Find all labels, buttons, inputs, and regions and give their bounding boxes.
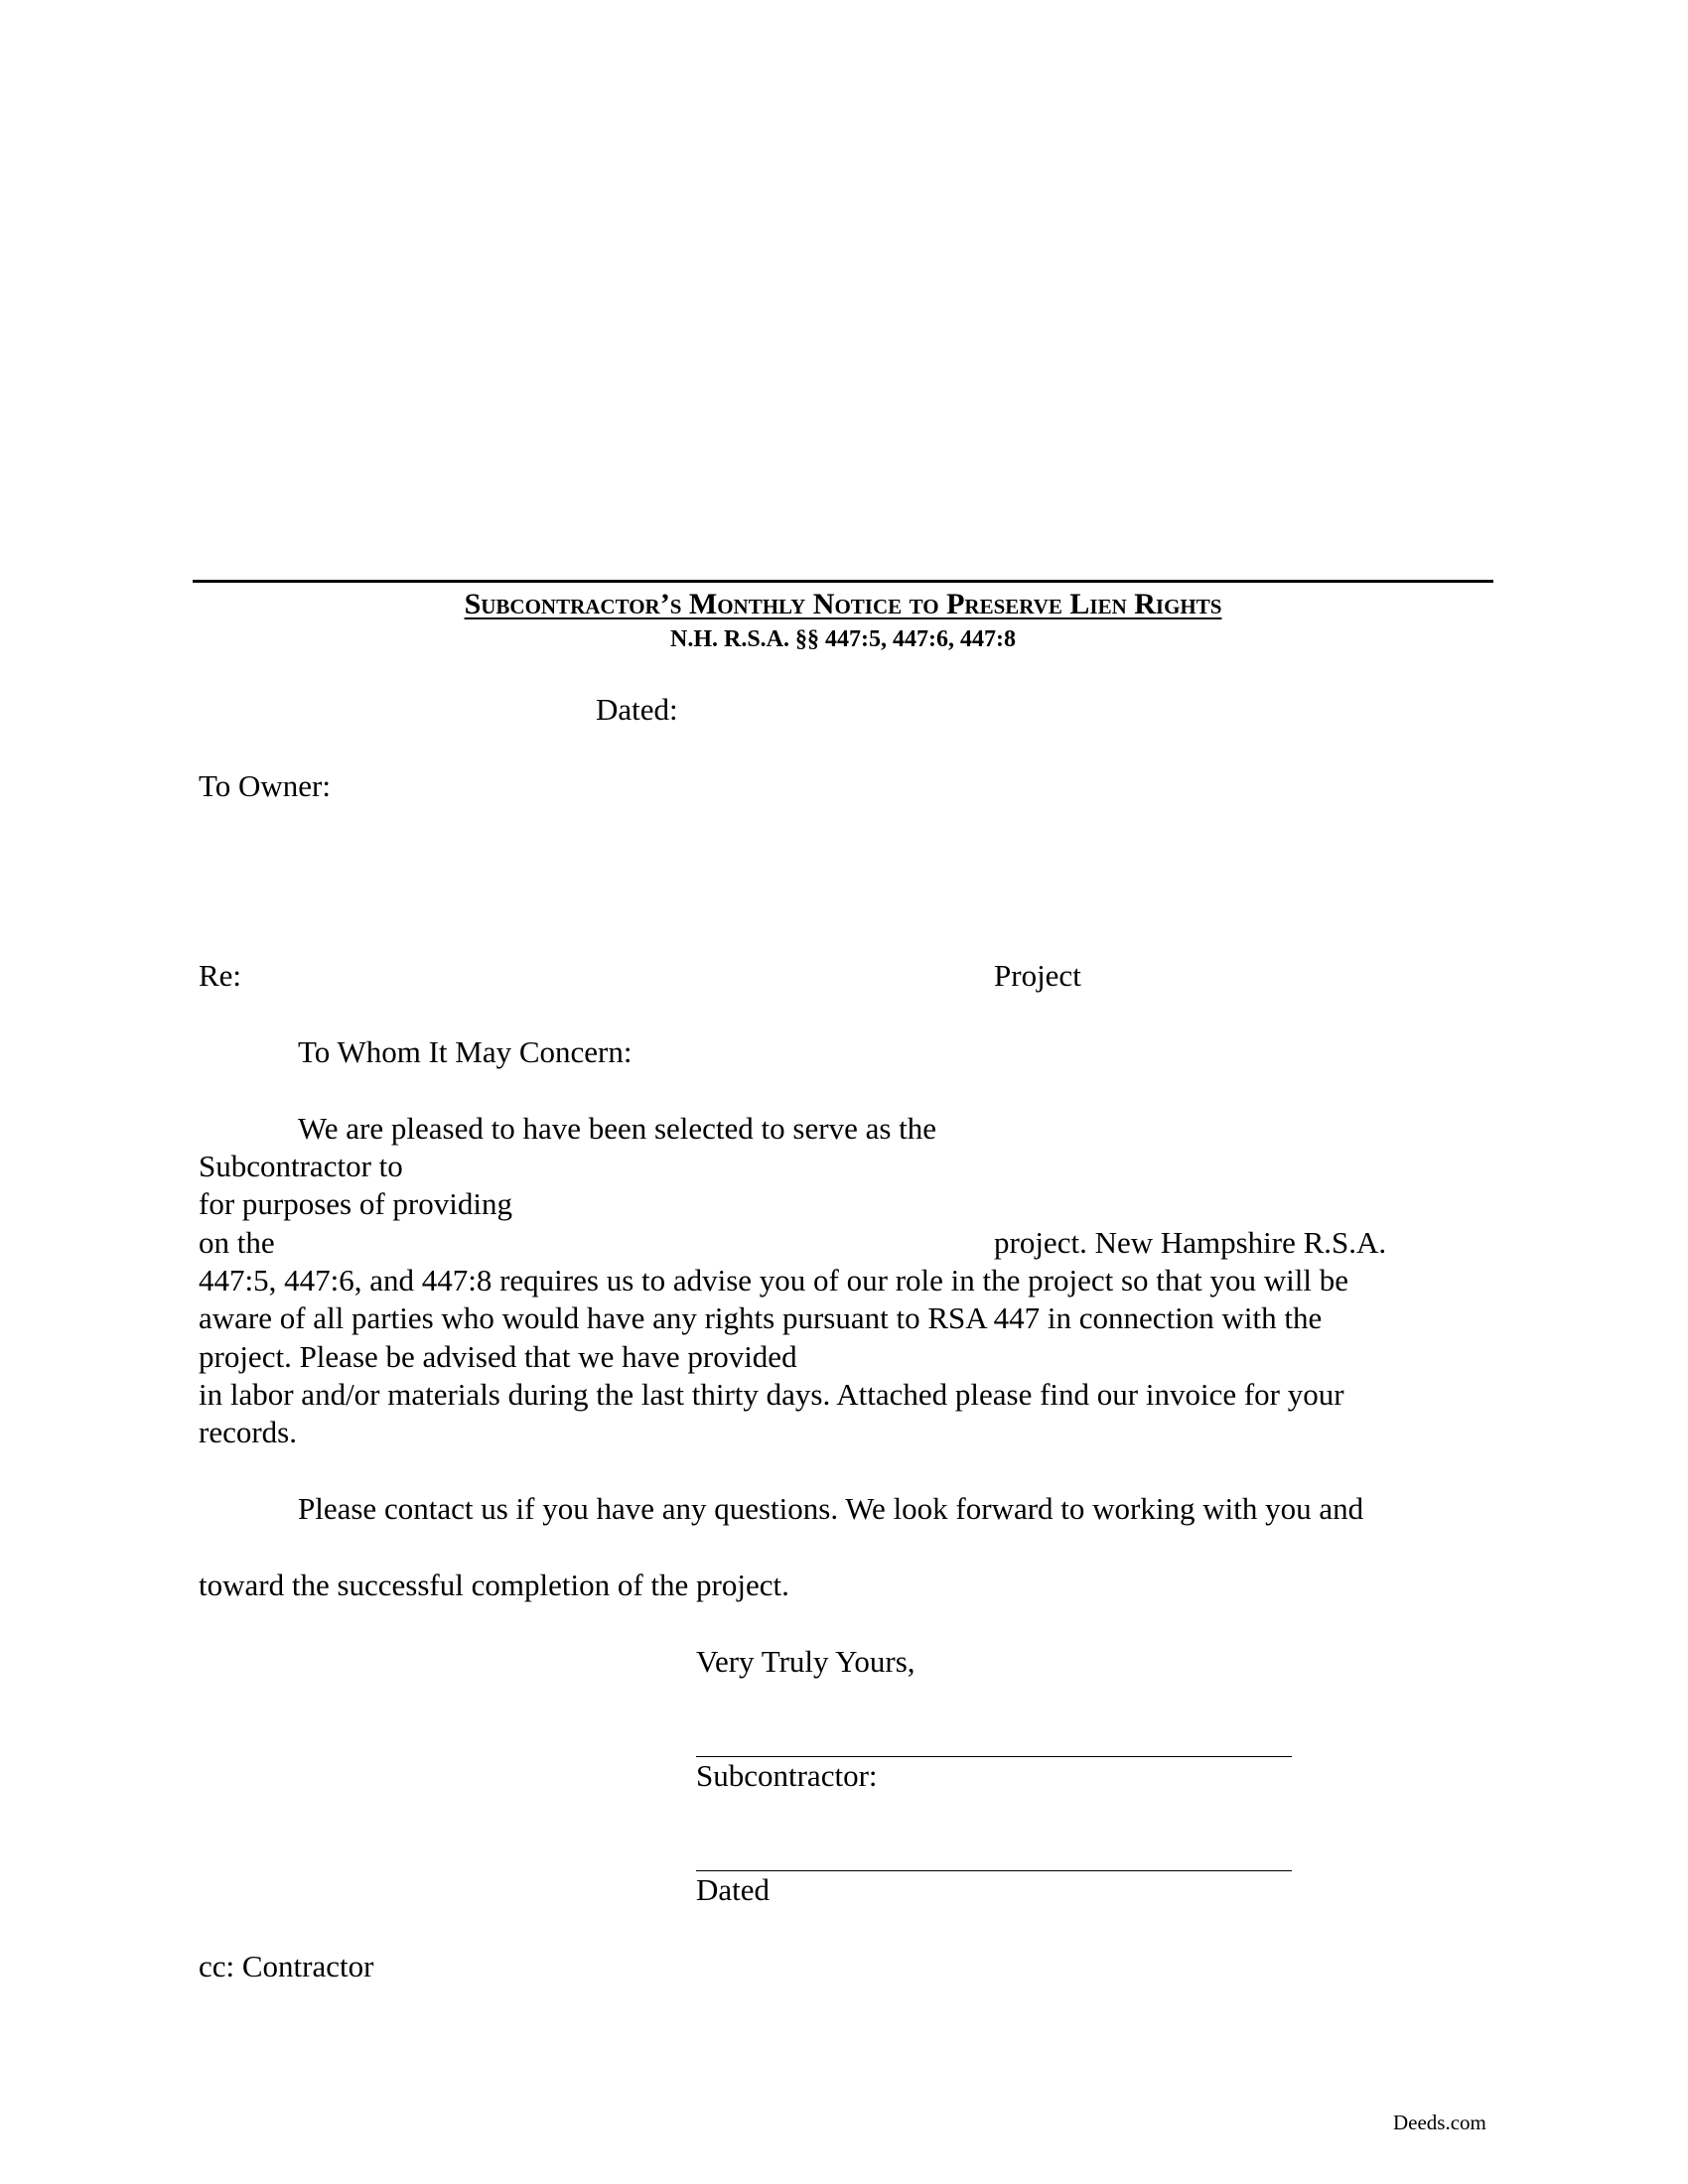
to-owner-label: To Owner:: [199, 768, 331, 803]
paragraph1-line9: records.: [199, 1415, 297, 1449]
paragraph1-line3: for purposes of providing: [199, 1186, 512, 1221]
re-label: Re:: [199, 958, 242, 993]
salutation: To Whom It May Concern:: [298, 1034, 633, 1069]
paragraph1-line6: aware of all parties who would have any rights pursuant to RSA 447 in connection with the: [199, 1300, 1323, 1335]
paragraph2-line2: toward the successful completion of the project.: [199, 1568, 789, 1602]
header-rule: [193, 580, 1493, 583]
paragraph1-line2: Subcontractor to: [199, 1149, 403, 1183]
paragraph1-line7: project. Please be advised that we have provided: [199, 1339, 797, 1374]
closing: Very Truly Yours,: [696, 1644, 915, 1679]
dated-sig-label: Dated: [696, 1872, 771, 1907]
paragraph1-line5: 447:5, 447:6, and 447:8 requires us to advise you of our role in the project so that you will be: [199, 1263, 1348, 1297]
paragraph1-line1: We are pleased to have been selected to serve as the: [298, 1111, 937, 1146]
subcontractor-label: Subcontractor:: [696, 1758, 878, 1793]
statute-reference: N.H. R.S.A. §§ 447:5, 447:6, 447:8: [670, 626, 1016, 652]
paragraph1-line4a: on the: [199, 1225, 275, 1260]
cc-line: cc: Contractor: [199, 1949, 374, 1983]
dated-label: Dated:: [596, 692, 678, 727]
footer-brand: Deeds.com: [1393, 2111, 1486, 2134]
project-label: Project: [994, 958, 1081, 993]
document-title: Subcontractor’s Monthly Notice to Preserve Lien Rights: [464, 588, 1222, 620]
paragraph2-line1: Please contact us if you have any questions. We look forward to working with you and: [298, 1491, 1364, 1526]
paragraph1-line8: in labor and/or materials during the last thirty days. Attached please find our invoice for your: [199, 1377, 1344, 1412]
dated-signature-line: [696, 1870, 1292, 1871]
paragraph1-line4b: project. New Hampshire R.S.A.: [994, 1225, 1387, 1260]
